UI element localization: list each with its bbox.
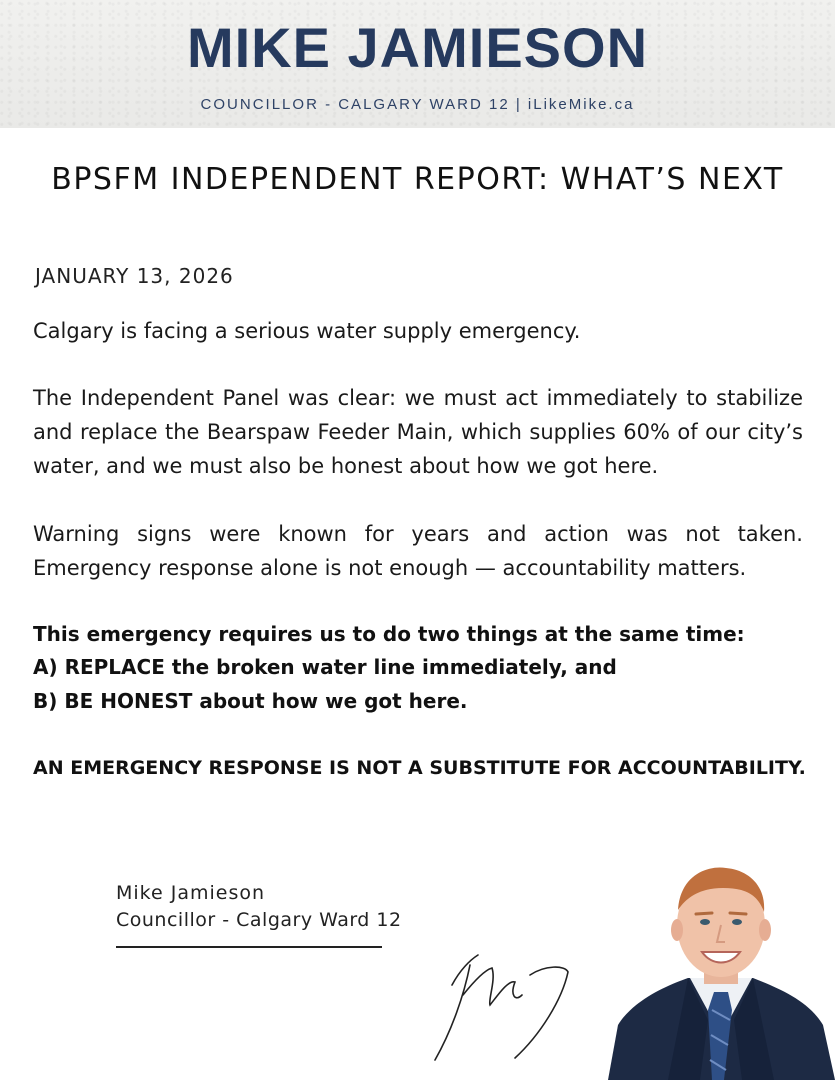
councillor-portrait-photo-icon bbox=[608, 860, 835, 1084]
paragraph-2: The Independent Panel was clear: we must act immediately to stabilize and replace the Bearspaw Feeder Main, which supplies 60% of our city’s water, and we must also be honest about how we got here. bbox=[33, 386, 803, 478]
handwritten-signature-icon bbox=[430, 940, 580, 1069]
document-title: BPSFM INDEPENDENT REPORT: WHAT’S NEXT bbox=[51, 162, 784, 197]
signoff-role: Councillor - Calgary Ward 12 bbox=[116, 909, 402, 931]
document-date: JANUARY 13, 2026 bbox=[35, 264, 234, 288]
emphasis-line-2: A) REPLACE the broken water line immediately, and bbox=[33, 655, 617, 679]
emphasis-line-1: This emergency requires us to do two things at the same time: bbox=[33, 622, 745, 646]
signoff-name: Mike Jamieson bbox=[116, 882, 266, 904]
paragraph-3: Warning signs were known for years and action was not taken. Emergency response alone is not enough — accountability matters. bbox=[33, 522, 803, 580]
paragraph-1: Calgary is facing a serious water supply emergency. bbox=[33, 319, 581, 343]
emphasis-line-3: B) BE HONEST about how we got here. bbox=[33, 689, 468, 713]
closing-statement: AN EMERGENCY RESPONSE IS NOT A SUBSTITUTE FOR ACCOUNTABILITY. bbox=[33, 757, 806, 779]
header-subtitle: COUNCILLOR - CALGARY WARD 12 | iLikeMike.ca bbox=[200, 96, 635, 113]
letterhead-header bbox=[0, 0, 835, 128]
header-name: MIKE JAMIESON bbox=[186, 16, 649, 79]
signature-rule bbox=[116, 946, 382, 948]
